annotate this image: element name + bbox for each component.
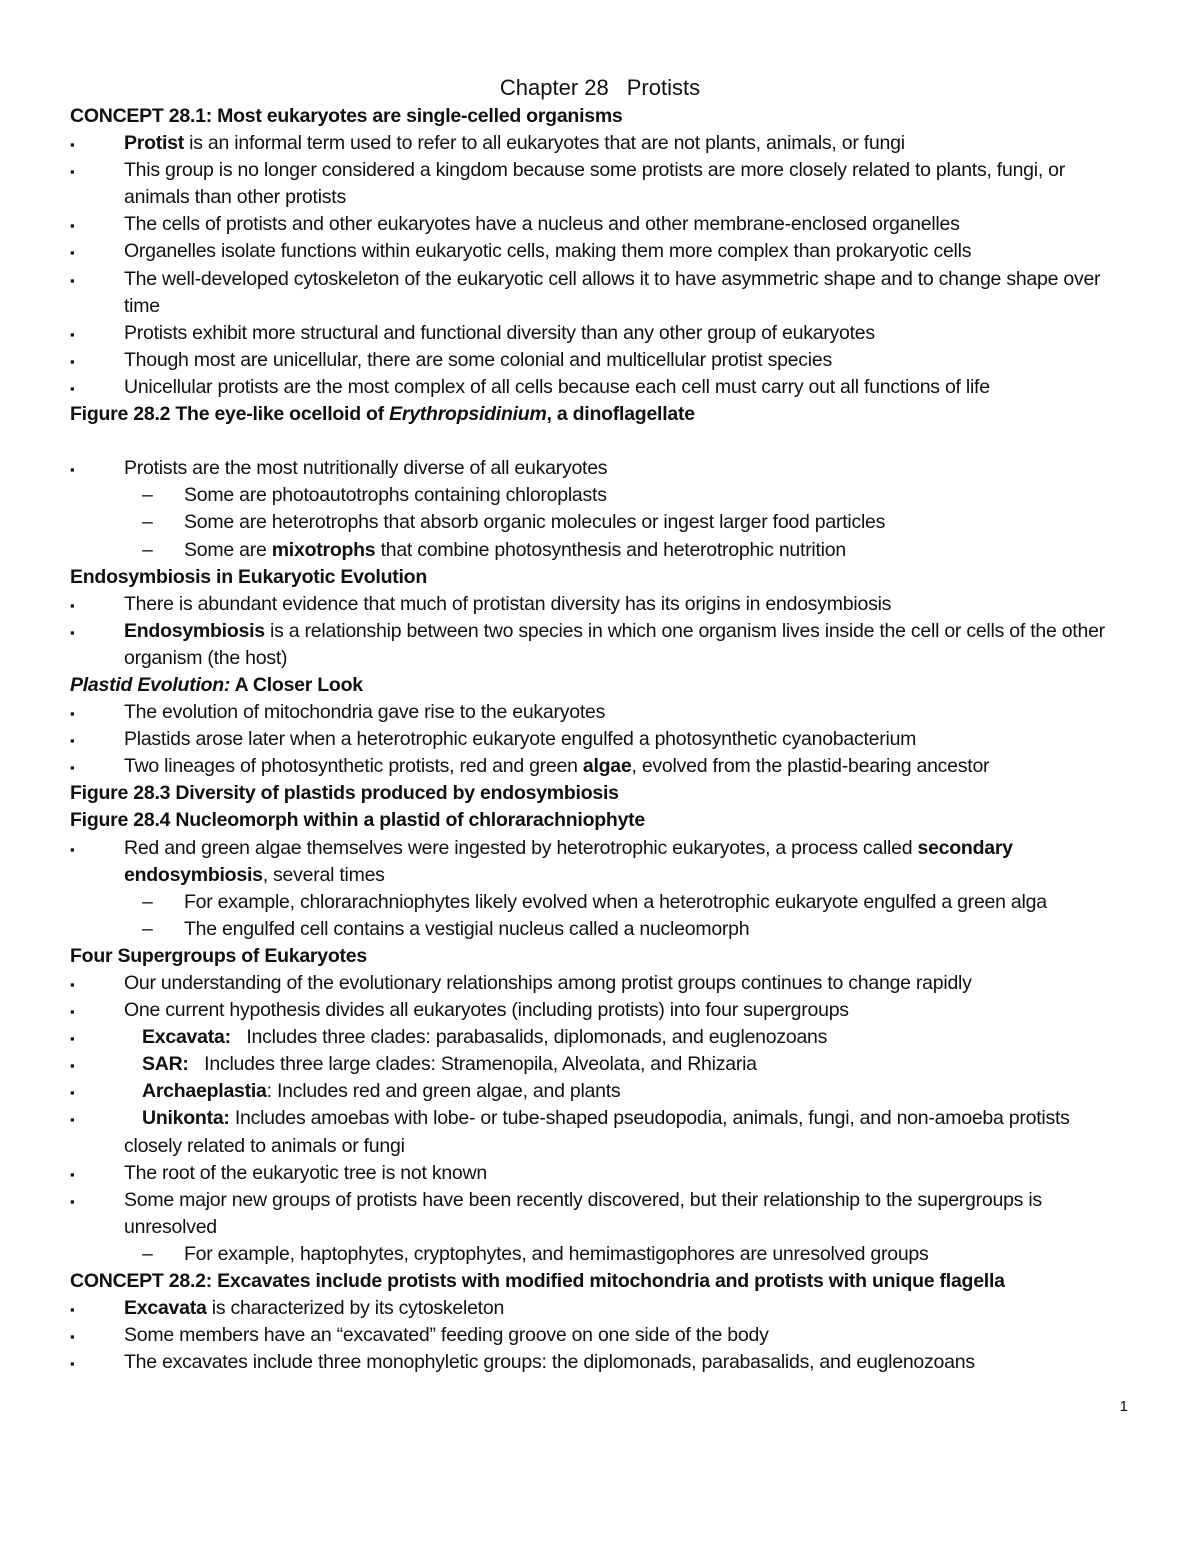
bullet-icon: ▪ [70, 272, 75, 288]
section-heading [70, 780, 1150, 807]
text-run: Our understanding of the evolutionary relationships among protist groups continues to change rapidly [124, 972, 972, 994]
line-text [124, 618, 1105, 645]
bullet-icon: ▪ [70, 1058, 75, 1074]
text-run: The excavates include three monophyletic groups: the diplomonads, parabasalids, and euglenozoans [124, 1351, 975, 1374]
text-run: is characterized by its cytoskeleton [206, 1297, 505, 1320]
text-run: The evolution of mitochondria gave rise to the eukaryotes [124, 701, 606, 724]
bullet-icon: ▪ [70, 1085, 75, 1101]
supergroup-item [70, 1024, 1150, 1051]
bullet-icon: ▪ [70, 462, 75, 478]
text-run: Includes three clades: parabasalids, diplomonads, and euglenozoans [230, 1026, 828, 1049]
line-text [124, 1349, 975, 1376]
bullet-continuation [70, 293, 1150, 320]
bullet-item [70, 997, 1150, 1024]
bold-term: Archaeplastia [142, 1080, 267, 1103]
bullet-item [70, 1322, 1150, 1349]
text-run: Some are heterotrophs that absorb organic molecules or ingest larger food particles [184, 511, 886, 534]
bullet-item [70, 211, 1150, 238]
text-run: Endosymbiosis in Eukaryotic Evolution [70, 565, 427, 588]
bullet-continuation [70, 862, 1150, 889]
bullet-icon: ▪ [70, 326, 75, 342]
line-text [124, 1214, 217, 1241]
text-run: Some major new groups of protists have been recently discovered, but their relationship to the supergroups is [124, 1188, 1042, 1211]
bullet-continuation [70, 645, 1150, 672]
text-run: Organelles isolate functions within eukaryotic cells, making them more complex than prokaryotic cells [124, 240, 972, 263]
text-run: Protists exhibit more structural and functional diversity than any other group of eukaryotes [124, 321, 875, 344]
bullet-item [70, 347, 1150, 374]
line-text [124, 862, 385, 889]
text-run: This group is no longer considered a kingdom because some protists are more closely related to plants, fungi, or [124, 159, 1066, 182]
text-run: The cells of protists and other eukaryotes have a nucleus and other membrane-enclosed organelles [124, 213, 960, 236]
text-run: , a dinoflagellate [546, 403, 695, 426]
text-run: Unicellular protists are the most complex of all cells because each cell must carry out all functions of life [124, 375, 990, 398]
line-text [124, 1133, 405, 1160]
section-heading [70, 807, 1150, 834]
sub-item [70, 482, 1150, 509]
bold-term: Excavata: [142, 1026, 231, 1049]
bullet-item [70, 970, 1150, 997]
text-run: The root of the eukaryotic tree is not known [124, 1161, 487, 1184]
bullet-item [70, 699, 1150, 726]
chapter-label: Chapter 28 [499, 75, 609, 100]
text-run: Includes amoebas with lobe- or tube-shaped pseudopodia, animals, fungi, and non-amoeba protists [229, 1107, 1070, 1130]
bullet-item [70, 320, 1150, 347]
section-heading [70, 672, 1150, 699]
bullet-item [70, 753, 1150, 780]
bullet-icon: ▪ [70, 1302, 75, 1318]
bold-term: algae [582, 755, 632, 778]
text-run: Some members have an “excavated” feeding groove on one side of the body [124, 1324, 769, 1347]
text-run: Red and green algae themselves were ingested by heterotrophic eukaryotes, a process called [124, 836, 918, 859]
line-text [124, 184, 346, 211]
italic-text: Erythropsidinium [389, 403, 547, 426]
text-run: : Includes red and green algae, and plants [266, 1080, 621, 1103]
text-run: Includes three large clades: Stramenopila, Alveolata, and Rhizaria [188, 1053, 757, 1076]
text-run: , several times [262, 863, 385, 886]
text-run: is a relationship between two species in which one organism lives inside the cell or cells of the other [264, 619, 1105, 642]
text-run: For example, chlorarachniophytes likely evolved when a heterotrophic eukaryote engulfed a green alga [184, 890, 1047, 913]
bullet-item [70, 1160, 1150, 1187]
text-run: time [124, 294, 160, 317]
bullet-icon: ▪ [70, 1166, 75, 1182]
dash-icon: – [142, 890, 153, 913]
sub-item [70, 889, 1150, 916]
text-run: There is abundant evidence that much of protistan diversity has its origins in endosymbiosis [124, 592, 892, 615]
text-run: , evolved from the plastid-bearing ancestor [631, 755, 990, 778]
bullet-icon: ▪ [70, 1112, 75, 1128]
line-text [124, 211, 960, 238]
line-text [142, 1024, 827, 1051]
bullet-icon: ▪ [70, 706, 75, 722]
line-text [142, 1051, 757, 1078]
bullet-item [70, 1295, 1150, 1322]
bullet-item [70, 157, 1150, 184]
text-run: One current hypothesis divides all eukaryotes (including protists) into four supergroups [124, 999, 849, 1022]
bullet-item [70, 618, 1150, 645]
bullet-continuation [70, 1133, 1150, 1160]
line-text [124, 266, 1100, 293]
bullet-item [70, 591, 1150, 618]
bullet-item [70, 1187, 1150, 1214]
bold-term: Unikonta: [142, 1107, 230, 1130]
supergroup-item [70, 1078, 1150, 1105]
line-text [124, 1322, 769, 1349]
bullet-item [70, 726, 1150, 753]
text-run: CONCEPT 28.2: Excavates include protists with modified mitochondria and protists with unique flagella [70, 1270, 1005, 1293]
text-run: The engulfed cell contains a vestigial nucleus called a nucleomorph [184, 917, 750, 940]
text-run: organism (the host) [124, 646, 288, 669]
line-text [124, 753, 989, 780]
bold-term: mixotrophs [271, 538, 376, 561]
text-run: Protists are the most nutritionally diverse of all eukaryotes [124, 457, 608, 480]
outline-body [70, 103, 1150, 1376]
bullet-icon: ▪ [70, 137, 75, 153]
bold-term: secondary [917, 836, 1013, 859]
sub-item [70, 916, 1150, 943]
bullet-item [70, 835, 1150, 862]
blank-line [70, 428, 1150, 455]
bullet-item [70, 266, 1150, 293]
text-run: A Closer Look [230, 673, 363, 696]
line-text [184, 889, 1047, 916]
bullet-icon: ▪ [70, 245, 75, 261]
line-text [124, 699, 605, 726]
line-text [124, 320, 875, 347]
text-run: The well-developed cytoskeleton of the eukaryotic cell allows it to have asymmetric shape and to change shape over [124, 267, 1101, 290]
bullet-icon: ▪ [70, 1004, 75, 1020]
line-text [142, 1078, 620, 1105]
supergroup-item [70, 1105, 1150, 1132]
chapter-subject: Protists [626, 75, 701, 100]
bold-term: SAR: [142, 1053, 189, 1076]
bullet-continuation [70, 184, 1150, 211]
bullet-icon: ▪ [70, 733, 75, 749]
text-run: Though most are unicellular, there are some colonial and multicellular protist species [124, 348, 832, 371]
text-run: Figure 28.4 Nucleomorph within a plastid of chlorarachniophyte [70, 809, 646, 832]
text-run: CONCEPT 28.1: Most eukaryotes are single-celled organisms [70, 105, 623, 127]
line-text [124, 347, 832, 374]
line-text [124, 238, 971, 265]
line-text [184, 537, 846, 564]
text-run: Four Supergroups of Eukaryotes [70, 944, 367, 967]
dash-icon: – [142, 1242, 153, 1265]
line-text [124, 374, 990, 401]
supergroup-item [70, 1051, 1150, 1078]
section-heading [70, 564, 1150, 591]
text-run: Figure 28.2 The eye-like ocelloid of [70, 403, 390, 426]
line-text [184, 509, 885, 536]
line-text [184, 916, 749, 943]
bullet-icon: ▪ [70, 1031, 75, 1047]
bold-term: Protist [124, 132, 185, 155]
line-text [184, 1241, 929, 1268]
bullet-item [70, 455, 1150, 482]
bullet-item [70, 130, 1150, 157]
text-run: Plastids arose later when a heterotrophic eukaryote engulfed a photosynthetic cyanobacterium [124, 728, 917, 751]
line-text [124, 645, 287, 672]
text-run: Two lineages of photosynthetic protists, red and green [124, 755, 583, 778]
dash-icon: – [142, 538, 153, 561]
bullet-icon: ▪ [70, 353, 75, 369]
text-run: closely related to animals or fungi [124, 1134, 405, 1157]
bullet-icon: ▪ [70, 218, 75, 234]
line-text [124, 970, 972, 997]
line-text [124, 1295, 504, 1322]
section-heading [70, 943, 1150, 970]
text-run: animals than other protists [124, 186, 346, 209]
text-run: Figure 28.3 Diversity of plastids produced by endosymbiosis [70, 782, 619, 805]
line-text [124, 130, 905, 157]
line-text [124, 835, 1013, 862]
line-text [184, 482, 607, 509]
bold-term: Endosymbiosis [124, 619, 265, 642]
bold-term: Excavata [124, 1297, 207, 1320]
bullet-item [70, 238, 1150, 265]
bullet-icon: ▪ [70, 760, 75, 776]
bullet-icon: ▪ [70, 841, 75, 857]
bullet-item [70, 374, 1150, 401]
text-run: is an informal term used to refer to all eukaryotes that are not plants, animals, or fungi [184, 132, 905, 155]
text-run: Some are photoautotrophs containing chloroplasts [184, 484, 607, 507]
bold-term: endosymbiosis [124, 863, 263, 886]
bullet-item [70, 1349, 1150, 1376]
line-text [124, 997, 849, 1024]
sub-item [70, 537, 1150, 564]
section-heading [70, 103, 1150, 130]
bullet-continuation [70, 1214, 1150, 1241]
dash-icon: – [142, 917, 153, 940]
italic-text: Plastid Evolution: [70, 673, 231, 696]
bullet-icon: ▪ [70, 1356, 75, 1372]
line-text [124, 1187, 1042, 1214]
line-text [124, 455, 607, 482]
text-run: that combine photosynthesis and heterotrophic nutrition [375, 538, 846, 561]
line-text [124, 157, 1065, 184]
sub-item [70, 1241, 1150, 1268]
line-text [124, 293, 160, 320]
bullet-icon: ▪ [70, 624, 75, 640]
page-number: 1 [1119, 1398, 1128, 1415]
bullet-icon: ▪ [70, 1193, 75, 1209]
section-heading [70, 1268, 1150, 1295]
bullet-icon: ▪ [70, 1329, 75, 1345]
bullet-icon: ▪ [70, 597, 75, 613]
bullet-icon: ▪ [70, 380, 75, 396]
dash-icon: – [142, 484, 153, 507]
sub-item [70, 509, 1150, 536]
line-text [124, 1160, 487, 1187]
line-text [124, 591, 891, 618]
text-run: unresolved [124, 1215, 217, 1238]
line-text [124, 726, 916, 753]
dash-icon: – [142, 511, 153, 534]
bullet-icon: ▪ [70, 977, 75, 992]
text-run: For example, haptophytes, cryptophytes, and hemimastigophores are unresolved groups [184, 1242, 929, 1265]
page-title [70, 74, 1130, 102]
line-text [142, 1105, 1070, 1132]
bullet-icon: ▪ [70, 164, 75, 180]
section-heading [70, 401, 1150, 428]
text-run: Some are [184, 538, 272, 561]
